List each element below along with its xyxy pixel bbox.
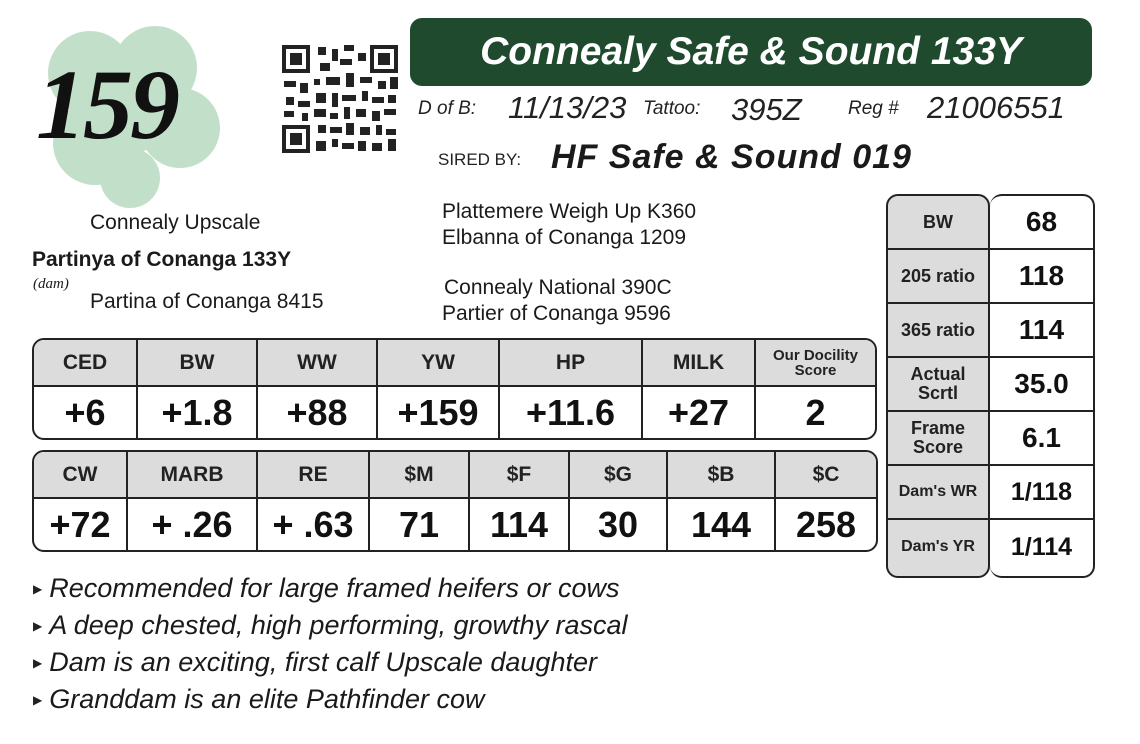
note-item	[33, 607, 628, 644]
epd-header-re: RE	[258, 452, 370, 497]
epd-header-c: $C	[812, 462, 840, 486]
perf-value-dams-yr: 1/114	[1010, 532, 1073, 561]
epd-value-hp: +11.6	[500, 387, 643, 438]
epd-header-m: $M	[370, 452, 470, 497]
perf-label-dams-wr: Dam's WR	[888, 466, 988, 520]
epd-value-g: 30	[570, 499, 668, 550]
triangle-bullet-icon: ▶	[33, 655, 43, 670]
qr-code-icon[interactable]	[280, 43, 400, 155]
epd-header-yw: YW	[378, 340, 500, 385]
epd-value-m: 71	[370, 499, 470, 550]
pedigree-dam: Partinya of Conanga 133Y	[32, 248, 292, 271]
perf-value-205-ratio: 118	[990, 250, 1093, 304]
sire-label: SIRED BY:	[438, 150, 522, 169]
note-text: Granddam is an elite Pathfinder cow	[49, 684, 485, 714]
perf-value-dams-wr: 1/118	[990, 466, 1093, 520]
pedigree-dam-dam: Partina of Conanga 8415	[90, 290, 324, 313]
note-text: Dam is an exciting, first calf Upscale daughter	[49, 647, 597, 677]
epd-header-bw: BW	[138, 340, 258, 385]
dob-label: D of B:	[418, 98, 477, 119]
note-text: Recommended for large framed heifers or cows	[49, 573, 620, 603]
note-text: A deep chested, high performing, growthy rascal	[49, 610, 628, 640]
epd-header-g: $G	[570, 452, 668, 497]
dam-tag: (dam)	[33, 276, 69, 292]
performance-values	[990, 194, 1095, 578]
epd-value-ced: +6	[34, 387, 138, 438]
epd-table-2-header	[34, 452, 876, 499]
epd-header-f: $F	[470, 452, 570, 497]
animal-name-banner: Connealy Safe & Sound 133Y	[410, 18, 1092, 86]
pedigree-sire-sire: Plattemere Weigh Up K360	[442, 200, 697, 223]
perf-label-205-ratio: 205 ratio	[888, 250, 988, 304]
epd-header-docility: Our Docility Score	[772, 346, 858, 379]
notes-list	[33, 570, 628, 718]
reg-label: Reg #	[848, 98, 899, 119]
note-item	[33, 681, 628, 718]
epd-value-c: 258	[795, 503, 857, 545]
triangle-bullet-icon: ▶	[33, 581, 43, 596]
perf-value-bw: 68	[990, 196, 1093, 250]
pedigree-dam-sire: Connealy Upscale	[90, 211, 261, 234]
perf-label-bw: BW	[888, 196, 988, 250]
epd-header-milk: MILK	[643, 340, 756, 385]
triangle-bullet-icon: ▶	[33, 692, 43, 707]
epd-header-hp: HP	[500, 340, 643, 385]
tattoo-label: Tattoo:	[643, 98, 701, 119]
epd-header-b: $B	[668, 452, 776, 497]
note-item	[33, 570, 628, 607]
epd-table-2	[32, 450, 878, 552]
epd-value-marb: + .26	[128, 499, 258, 550]
perf-label-actual-scrtl: Actual Scrtl	[888, 358, 988, 412]
reg-value: 21006551	[927, 90, 1065, 125]
epd-table-2-values	[34, 499, 876, 550]
pedigree-dam-dam-sire: Connealy National 390C	[444, 276, 672, 299]
epd-value-f: 114	[470, 499, 570, 550]
epd-value-yw: +159	[378, 387, 500, 438]
perf-value-frame-score: 6.1	[990, 412, 1093, 466]
epd-header-cw: CW	[34, 452, 128, 497]
epd-header-marb: MARB	[128, 452, 258, 497]
tattoo-value: 395Z	[731, 92, 802, 127]
epd-header-ww: WW	[258, 340, 378, 385]
perf-label-dams-yr: Dam's YR	[901, 537, 975, 555]
pedigree-sire-dam: Elbanna of Conanga 1209	[442, 226, 687, 249]
epd-value-b: 144	[668, 499, 776, 550]
epd-value-ww: +88	[258, 387, 378, 438]
triangle-bullet-icon: ▶	[33, 618, 43, 633]
pedigree-dam-dam-dam: Partier of Conanga 9596	[442, 302, 671, 325]
epd-value-bw: +1.8	[138, 387, 258, 438]
lot-number: 159	[36, 49, 177, 160]
perf-label-365-ratio: 365 ratio	[888, 304, 988, 358]
perf-value-actual-scrtl: 35.0	[990, 358, 1093, 412]
epd-table-1-values	[34, 387, 875, 438]
epd-value-cw: +72	[34, 499, 128, 550]
perf-value-365-ratio: 114	[990, 304, 1093, 358]
sire-name: HF Safe & Sound 019	[551, 138, 912, 176]
epd-value-milk: +27	[643, 387, 756, 438]
perf-label-frame-score: Frame Score	[888, 412, 988, 466]
epd-value-re: + .63	[258, 499, 370, 550]
epd-table-1	[32, 338, 877, 440]
performance-labels	[886, 194, 990, 578]
epd-value-docility: 2	[805, 391, 826, 433]
epd-table-1-header	[34, 340, 875, 387]
performance-table	[886, 194, 1095, 578]
dob-value: 11/13/23	[508, 90, 627, 125]
epd-header-ced: CED	[34, 340, 138, 385]
note-item	[33, 644, 628, 681]
